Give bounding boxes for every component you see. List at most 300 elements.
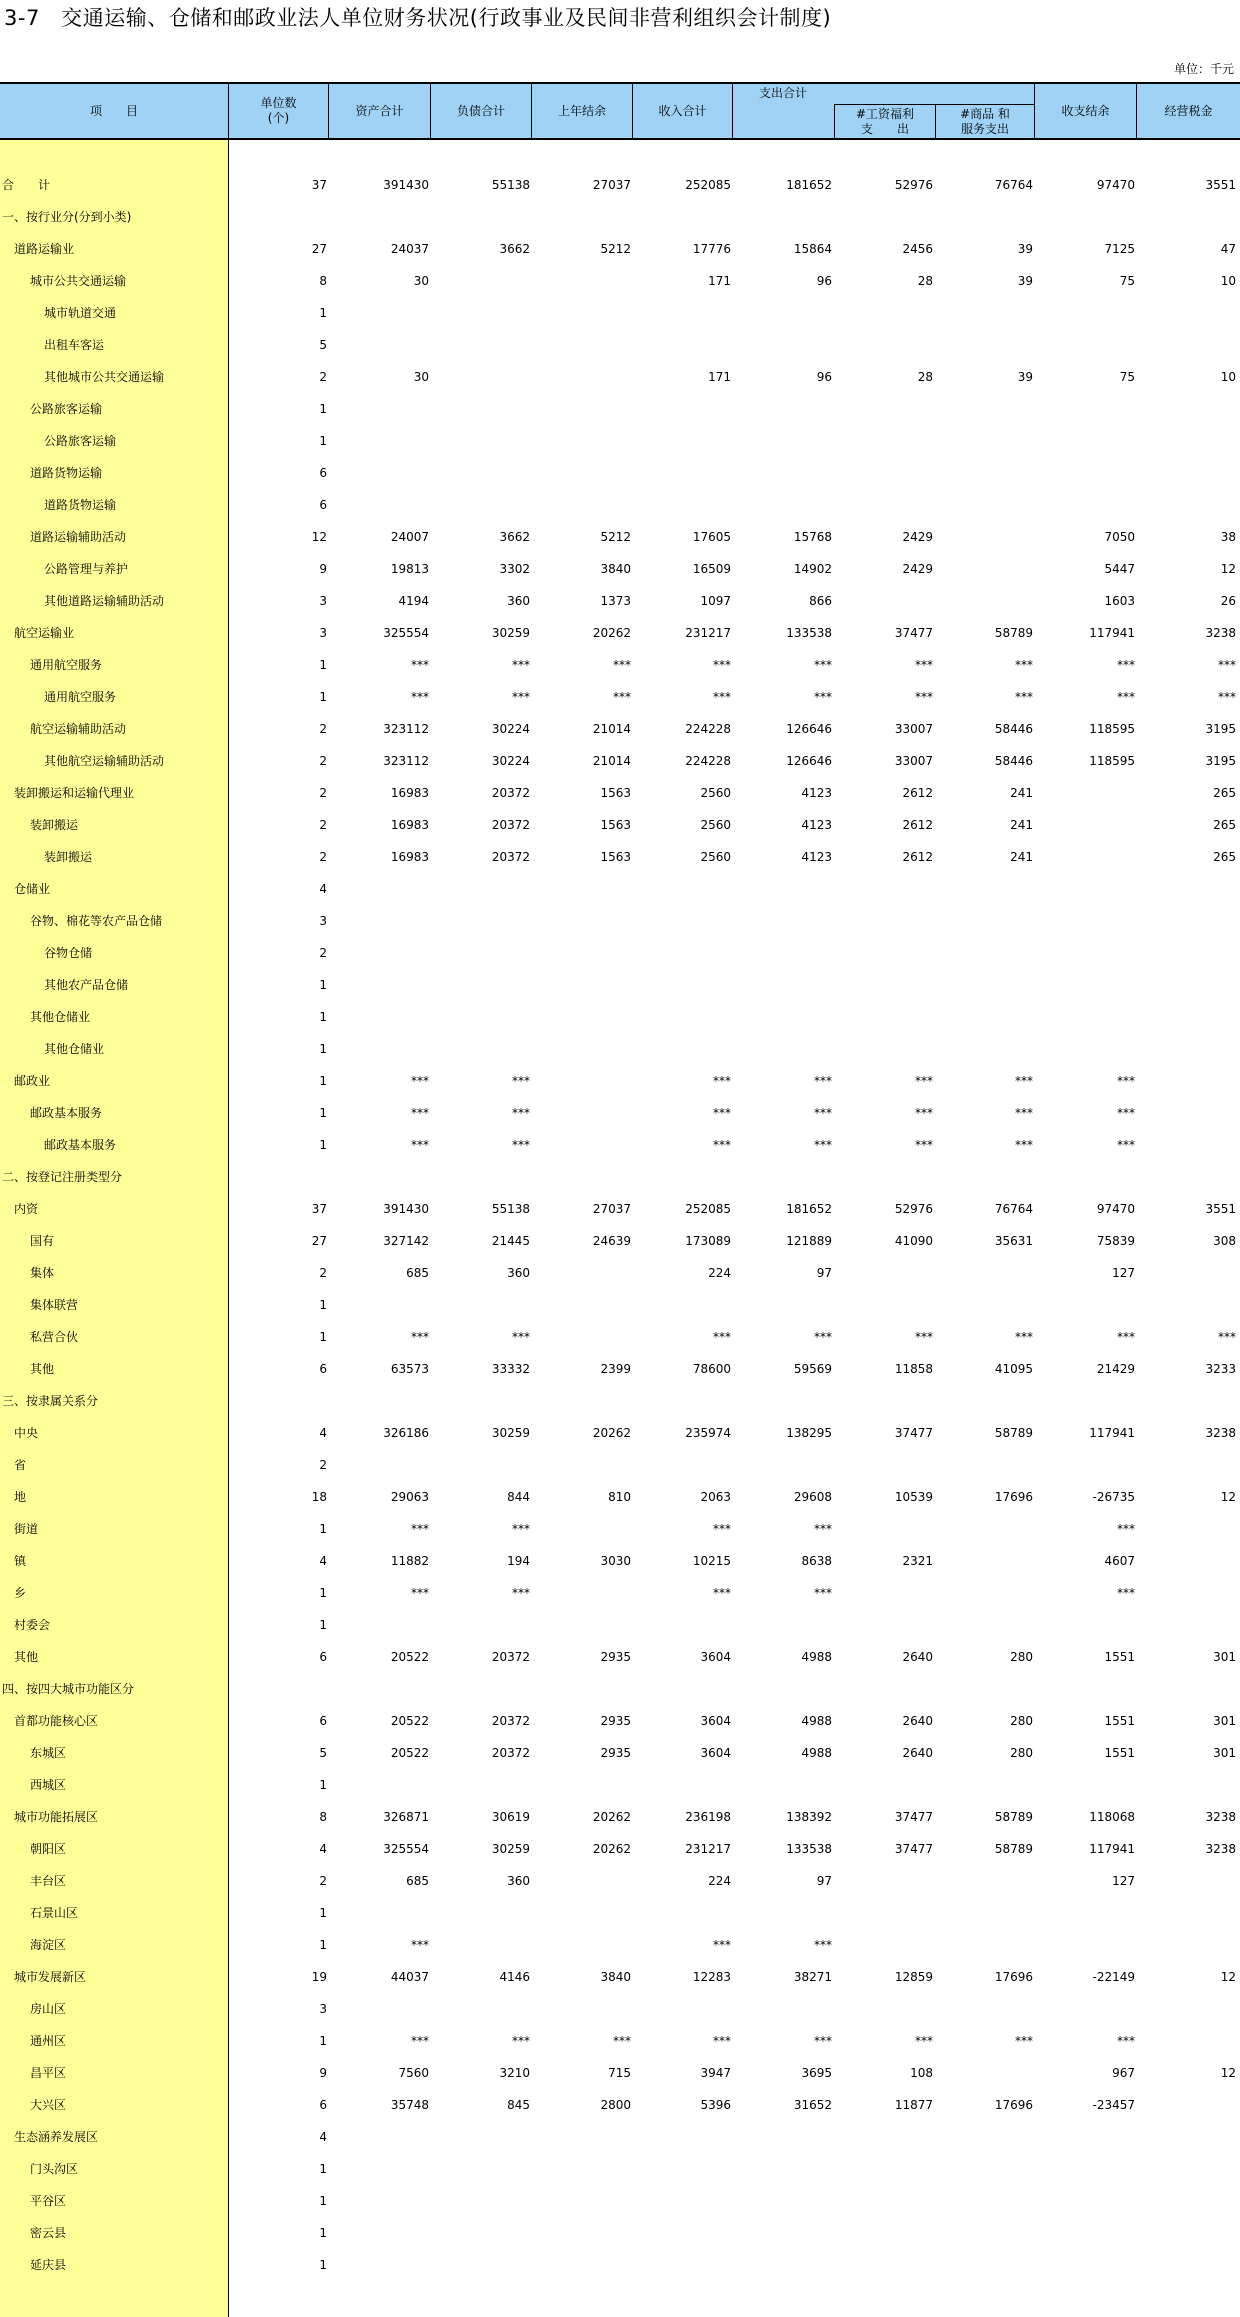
cell-expense (734, 1673, 832, 1705)
cell-assets: *** (411, 1074, 429, 1088)
cell-units-count (229, 1385, 327, 1417)
cell-goods (935, 521, 1033, 553)
cell-tax (1138, 1257, 1236, 1289)
cell-units-count: 6 (319, 2098, 327, 2112)
cell-assets (331, 1769, 429, 1801)
cell-liabilities (432, 457, 530, 489)
cell-balance (1037, 1897, 1135, 1929)
row-label: 通州区 (30, 2034, 67, 2048)
header-prev-balance: 上年结余 (532, 84, 633, 138)
cell-expense (734, 1609, 832, 1641)
cell-goods: 58789 (994, 1810, 1033, 1824)
cell-liabilities: 360 (507, 594, 530, 608)
cell-balance (1037, 1289, 1135, 1321)
cell-units-count: 2 (319, 1266, 327, 1280)
cell-assets (331, 2217, 429, 2249)
cell-balance (1037, 1929, 1135, 1961)
cell-balance: 117941 (1089, 1426, 1135, 1440)
cell-income (633, 2121, 731, 2153)
cell-wages: *** (915, 2034, 933, 2048)
row-label: 私营合伙 (30, 1330, 79, 1344)
cell-wages: 37477 (894, 1842, 933, 1856)
cell-balance (1037, 489, 1135, 521)
row-label: 集体 (30, 1266, 55, 1280)
cell-liabilities: *** (512, 1522, 530, 1536)
cell-expense: 4988 (801, 1746, 832, 1760)
cell-wages (835, 457, 933, 489)
cell-assets: *** (411, 1522, 429, 1536)
cell-income: *** (713, 1522, 731, 1536)
cell-goods: 17696 (994, 1490, 1033, 1504)
cell-balance: 1551 (1104, 1650, 1135, 1664)
cell-tax (1138, 201, 1236, 233)
row-label: 道路货物运输 (30, 466, 103, 480)
cell-wages (835, 329, 933, 361)
row-label: 村委会 (14, 1618, 51, 1632)
cell-goods (935, 2153, 1033, 2185)
cell-tax: 12 (1220, 1970, 1236, 1984)
cell-wages (835, 425, 933, 457)
cell-assets: *** (411, 1586, 429, 1600)
cell-tax (1138, 1449, 1236, 1481)
cell-tax (1138, 1577, 1236, 1609)
cell-tax (1138, 297, 1236, 329)
cell-goods: 39 (1017, 242, 1033, 256)
cell-income (633, 1449, 731, 1481)
cell-balance (1037, 1769, 1135, 1801)
cell-units-count: 1 (319, 1298, 327, 1312)
cell-wages: 2612 (902, 818, 933, 832)
row-label: 城市公共交通运输 (30, 274, 127, 288)
cell-wages: 2640 (902, 1746, 933, 1760)
cell-tax (1138, 457, 1236, 489)
cell-liabilities (432, 1769, 530, 1801)
cell-liabilities: 20372 (491, 1650, 530, 1664)
cell-expense: 59569 (793, 1362, 832, 1376)
cell-wages: 12859 (894, 1970, 933, 1984)
cell-units-count: 2 (319, 850, 327, 864)
cell-expense (734, 425, 832, 457)
cell-balance: 117941 (1089, 1842, 1135, 1856)
cell-goods (935, 1161, 1033, 1193)
cell-income (633, 2153, 731, 2185)
cell-goods: 280 (1010, 1650, 1033, 1664)
row-label: 地 (14, 1490, 27, 1504)
cell-wages (835, 873, 933, 905)
row-label: 石景山区 (30, 1906, 79, 1920)
cell-prev-balance (533, 937, 631, 969)
cell-income (633, 489, 731, 521)
cell-wages: 33007 (894, 722, 933, 736)
cell-liabilities: *** (512, 690, 530, 704)
cell-prev-balance: 21014 (592, 754, 631, 768)
cell-goods: 58446 (994, 722, 1033, 736)
row-label: 合 计 (2, 178, 51, 192)
cell-expense (734, 489, 832, 521)
cell-goods: 76764 (994, 178, 1033, 192)
cell-prev-balance (533, 1929, 631, 1961)
cell-wages (835, 1033, 933, 1065)
cell-liabilities (432, 1161, 530, 1193)
cell-wages (835, 1289, 933, 1321)
cell-expense: *** (814, 690, 832, 704)
cell-wages (835, 585, 933, 617)
cell-goods: 41095 (994, 1362, 1033, 1376)
table-row (0, 969, 1240, 1001)
table-row (0, 2249, 1240, 2281)
cell-liabilities: 30259 (491, 626, 530, 640)
row-label: 城市轨道交通 (44, 306, 117, 320)
row-label: 航空运输辅助活动 (30, 722, 127, 736)
header-units-count: 单位数 (个) (229, 84, 329, 138)
cell-prev-balance (533, 1385, 631, 1417)
cell-liabilities (432, 1609, 530, 1641)
cell-assets: 326871 (383, 1810, 429, 1824)
cell-liabilities: 33332 (491, 1362, 530, 1376)
cell-goods (935, 1385, 1033, 1417)
cell-income: *** (713, 1138, 731, 1152)
cell-tax: 12 (1220, 562, 1236, 576)
cell-expense: 4988 (801, 1714, 832, 1728)
cell-units-count: 1 (319, 2034, 327, 2048)
cell-prev-balance: 20262 (592, 1810, 631, 1824)
cell-liabilities (432, 937, 530, 969)
cell-balance: 967 (1112, 2066, 1135, 2080)
cell-liabilities (432, 2121, 530, 2153)
cell-liabilities: *** (512, 1330, 530, 1344)
cell-goods (935, 297, 1033, 329)
cell-tax (1138, 2089, 1236, 2121)
cell-units-count: 27 (311, 1234, 327, 1248)
cell-expense (734, 2217, 832, 2249)
cell-assets (331, 393, 429, 425)
table-row (0, 297, 1240, 329)
cell-prev-balance (533, 2153, 631, 2185)
cell-balance (1037, 457, 1135, 489)
cell-balance: 127 (1112, 1874, 1135, 1888)
cell-assets (331, 1673, 429, 1705)
cell-prev-balance (533, 265, 631, 297)
cell-balance (1037, 329, 1135, 361)
cell-balance: 117941 (1089, 626, 1135, 640)
cell-goods: 17696 (994, 2098, 1033, 2112)
cell-liabilities (432, 969, 530, 1001)
row-label: 平谷区 (30, 2194, 67, 2208)
cell-expense: 97 (816, 1266, 832, 1280)
cell-income: 2063 (700, 1490, 731, 1504)
cell-prev-balance (533, 1897, 631, 1929)
row-label: 中央 (14, 1426, 39, 1440)
cell-income (633, 425, 731, 457)
cell-tax (1138, 1161, 1236, 1193)
cell-units-count: 8 (319, 274, 327, 288)
row-label: 西城区 (30, 1778, 67, 1792)
cell-wages (835, 1449, 933, 1481)
cell-balance (1037, 841, 1135, 873)
table-row (0, 457, 1240, 489)
cell-wages (835, 2249, 933, 2281)
cell-units-count: 1 (319, 434, 327, 448)
row-label: 装卸搬运 (30, 818, 79, 832)
cell-income: 224228 (685, 722, 731, 736)
cell-liabilities (432, 1673, 530, 1705)
cell-prev-balance: 27037 (592, 178, 631, 192)
cell-prev-balance (533, 1097, 631, 1129)
cell-prev-balance: 715 (608, 2066, 631, 2080)
cell-tax (1138, 1289, 1236, 1321)
table-row (0, 809, 1240, 841)
cell-goods (935, 1001, 1033, 1033)
cell-assets: *** (411, 1938, 429, 1952)
cell-units-count: 6 (319, 498, 327, 512)
cell-wages: *** (915, 1330, 933, 1344)
cell-tax: 3238 (1205, 1426, 1236, 1440)
cell-expense: 181652 (786, 1202, 832, 1216)
cell-balance: *** (1117, 1330, 1135, 1344)
cell-balance: 75 (1119, 274, 1135, 288)
cell-units-count: 1 (319, 1010, 327, 1024)
row-label: 朝阳区 (30, 1842, 67, 1856)
cell-income: 78600 (692, 1362, 731, 1376)
cell-units-count: 4 (319, 1426, 327, 1440)
table-row (0, 777, 1240, 809)
table-row (0, 937, 1240, 969)
cell-goods: 241 (1010, 850, 1033, 864)
row-label: 装卸搬运 (44, 850, 93, 864)
cell-tax: *** (1218, 690, 1236, 704)
cell-income: 2560 (700, 850, 731, 864)
cell-expense: 4988 (801, 1650, 832, 1664)
cell-expense (734, 1449, 832, 1481)
cell-balance: 5447 (1104, 562, 1135, 576)
cell-goods (935, 1993, 1033, 2025)
cell-expense: 4123 (801, 786, 832, 800)
cell-units-count: 9 (319, 562, 327, 576)
cell-units-count: 1 (319, 2226, 327, 2240)
cell-units-count: 1 (319, 306, 327, 320)
cell-liabilities (432, 297, 530, 329)
table-row (0, 2089, 1240, 2121)
row-label: 谷物、棉花等农产品仓储 (30, 914, 163, 928)
cell-income (633, 457, 731, 489)
cell-tax (1138, 489, 1236, 521)
cell-liabilities: 30619 (491, 1810, 530, 1824)
cell-balance: *** (1117, 1074, 1135, 1088)
cell-units-count (229, 201, 327, 233)
table-row (0, 873, 1240, 905)
cell-wages (835, 937, 933, 969)
cell-expense: 133538 (786, 1842, 832, 1856)
cell-units-count: 4 (319, 1554, 327, 1568)
cell-goods (935, 2185, 1033, 2217)
cell-prev-balance (533, 489, 631, 521)
cell-units-count (229, 1673, 327, 1705)
cell-assets: *** (411, 2034, 429, 2048)
cell-assets: 685 (406, 1874, 429, 1888)
cell-tax (1138, 1545, 1236, 1577)
header-goods: #商品 和 服务支出 (935, 104, 1035, 138)
cell-units-count: 37 (311, 1202, 327, 1216)
cell-income (633, 1993, 731, 2025)
table-row (0, 1833, 1240, 1865)
cell-balance (1037, 1001, 1135, 1033)
cell-units-count: 12 (311, 530, 327, 544)
cell-income (633, 905, 731, 937)
cell-balance: *** (1117, 1522, 1135, 1536)
cell-wages: 2321 (902, 1554, 933, 1568)
cell-assets (331, 1001, 429, 1033)
cell-prev-balance: 2935 (600, 1714, 631, 1728)
cell-assets (331, 1993, 429, 2025)
cell-liabilities (432, 1929, 530, 1961)
row-label: 装卸搬运和运输代理业 (14, 786, 135, 800)
cell-assets (331, 457, 429, 489)
table-row (0, 1257, 1240, 1289)
cell-tax (1138, 2153, 1236, 2185)
row-label: 其他仓储业 (44, 1042, 105, 1056)
cell-liabilities: *** (512, 1138, 530, 1152)
cell-units-count: 6 (319, 466, 327, 480)
row-label: 首都功能核心区 (14, 1714, 99, 1728)
cell-income (633, 1033, 731, 1065)
cell-prev-balance (533, 393, 631, 425)
cell-wages (835, 2185, 933, 2217)
cell-income: 16509 (692, 562, 731, 576)
cell-prev-balance (533, 2217, 631, 2249)
cell-expense (734, 905, 832, 937)
table-row (0, 745, 1240, 777)
cell-units-count: 2 (319, 370, 327, 384)
table-row (0, 553, 1240, 585)
row-label: 通用航空服务 (30, 658, 103, 672)
cell-expense: 8638 (801, 1554, 832, 1568)
cell-units-count: 27 (311, 242, 327, 256)
cell-assets: 24037 (390, 242, 429, 256)
cell-goods (935, 1929, 1033, 1961)
cell-prev-balance: 2935 (600, 1650, 631, 1664)
row-label: 乡 (14, 1586, 27, 1600)
cell-income: 2560 (700, 818, 731, 832)
cell-liabilities (432, 265, 530, 297)
cell-tax: 38 (1220, 530, 1236, 544)
header-wages: #工资福利 支 出 (834, 104, 935, 138)
cell-goods (935, 425, 1033, 457)
row-label: 道路货物运输 (44, 498, 117, 512)
cell-expense: *** (814, 658, 832, 672)
cell-prev-balance: 2935 (600, 1746, 631, 1760)
cell-units-count: 1 (319, 1074, 327, 1088)
cell-expense: *** (814, 1138, 832, 1152)
cell-assets (331, 329, 429, 361)
table-row (0, 1449, 1240, 1481)
header-item-label: 项 目 (89, 103, 138, 118)
cell-units-count: 1 (319, 1586, 327, 1600)
cell-liabilities: 55138 (491, 1202, 530, 1216)
cell-prev-balance: 21014 (592, 722, 631, 736)
row-label: 公路旅客运输 (30, 402, 103, 416)
cell-liabilities: 20372 (491, 1714, 530, 1728)
cell-assets (331, 1449, 429, 1481)
cell-income (633, 937, 731, 969)
cell-goods: 280 (1010, 1746, 1033, 1760)
cell-units-count: 4 (319, 882, 327, 896)
table-row (0, 617, 1240, 649)
cell-balance: *** (1117, 1106, 1135, 1120)
cell-expense (734, 937, 832, 969)
cell-assets: 19813 (390, 562, 429, 576)
cell-income (633, 1289, 731, 1321)
row-label: 门头沟区 (30, 2162, 79, 2176)
cell-prev-balance: 2800 (600, 2098, 631, 2112)
cell-goods (935, 1513, 1033, 1545)
table-header (0, 82, 1240, 140)
cell-wages: 2612 (902, 786, 933, 800)
cell-goods: *** (1015, 1106, 1033, 1120)
cell-income: 231217 (685, 626, 731, 640)
table-row (0, 585, 1240, 617)
cell-tax (1138, 1609, 1236, 1641)
cell-balance (1037, 905, 1135, 937)
cell-assets (331, 2185, 429, 2217)
cell-income (633, 2185, 731, 2217)
cell-income: 224228 (685, 754, 731, 768)
cell-tax: 12 (1220, 2066, 1236, 2080)
cell-liabilities (432, 329, 530, 361)
cell-goods: *** (1015, 690, 1033, 704)
table-row (0, 1897, 1240, 1929)
cell-liabilities (432, 1033, 530, 1065)
cell-units-count: 5 (319, 338, 327, 352)
cell-income (633, 1897, 731, 1929)
cell-wages: 108 (910, 2066, 933, 2080)
cell-goods (935, 329, 1033, 361)
cell-income: 252085 (685, 1202, 731, 1216)
cell-units-count: 1 (319, 1778, 327, 1792)
cell-income: 1097 (700, 594, 731, 608)
cell-wages (835, 1513, 933, 1545)
cell-liabilities: 20372 (491, 818, 530, 832)
cell-balance: 118595 (1089, 754, 1135, 768)
cell-goods (935, 2249, 1033, 2281)
cell-liabilities: 21445 (491, 1234, 530, 1248)
cell-assets: 30 (413, 274, 429, 288)
cell-wages (835, 1385, 933, 1417)
cell-prev-balance: 27037 (592, 1202, 631, 1216)
cell-wages (835, 905, 933, 937)
cell-balance: 75 (1119, 370, 1135, 384)
cell-income: *** (713, 2034, 731, 2048)
row-label: 邮政基本服务 (30, 1106, 103, 1120)
cell-liabilities: 845 (507, 2098, 530, 2112)
cell-prev-balance: 20262 (592, 1426, 631, 1440)
cell-balance: 75839 (1096, 1234, 1135, 1248)
cell-units-count (229, 1161, 327, 1193)
table-row (0, 905, 1240, 937)
cell-wages (835, 1769, 933, 1801)
cell-goods (935, 1545, 1033, 1577)
cell-tax (1138, 937, 1236, 969)
header-assets: 资产合计 (329, 84, 431, 138)
cell-expense: 121889 (786, 1234, 832, 1248)
cell-balance (1037, 425, 1135, 457)
row-label: 其他 (14, 1650, 39, 1664)
cell-assets (331, 969, 429, 1001)
cell-assets (331, 1289, 429, 1321)
cell-wages: 2640 (902, 1714, 933, 1728)
cell-balance: 127 (1112, 1266, 1135, 1280)
cell-expense: 38271 (793, 1970, 832, 1984)
cell-units-count: 1 (319, 2162, 327, 2176)
